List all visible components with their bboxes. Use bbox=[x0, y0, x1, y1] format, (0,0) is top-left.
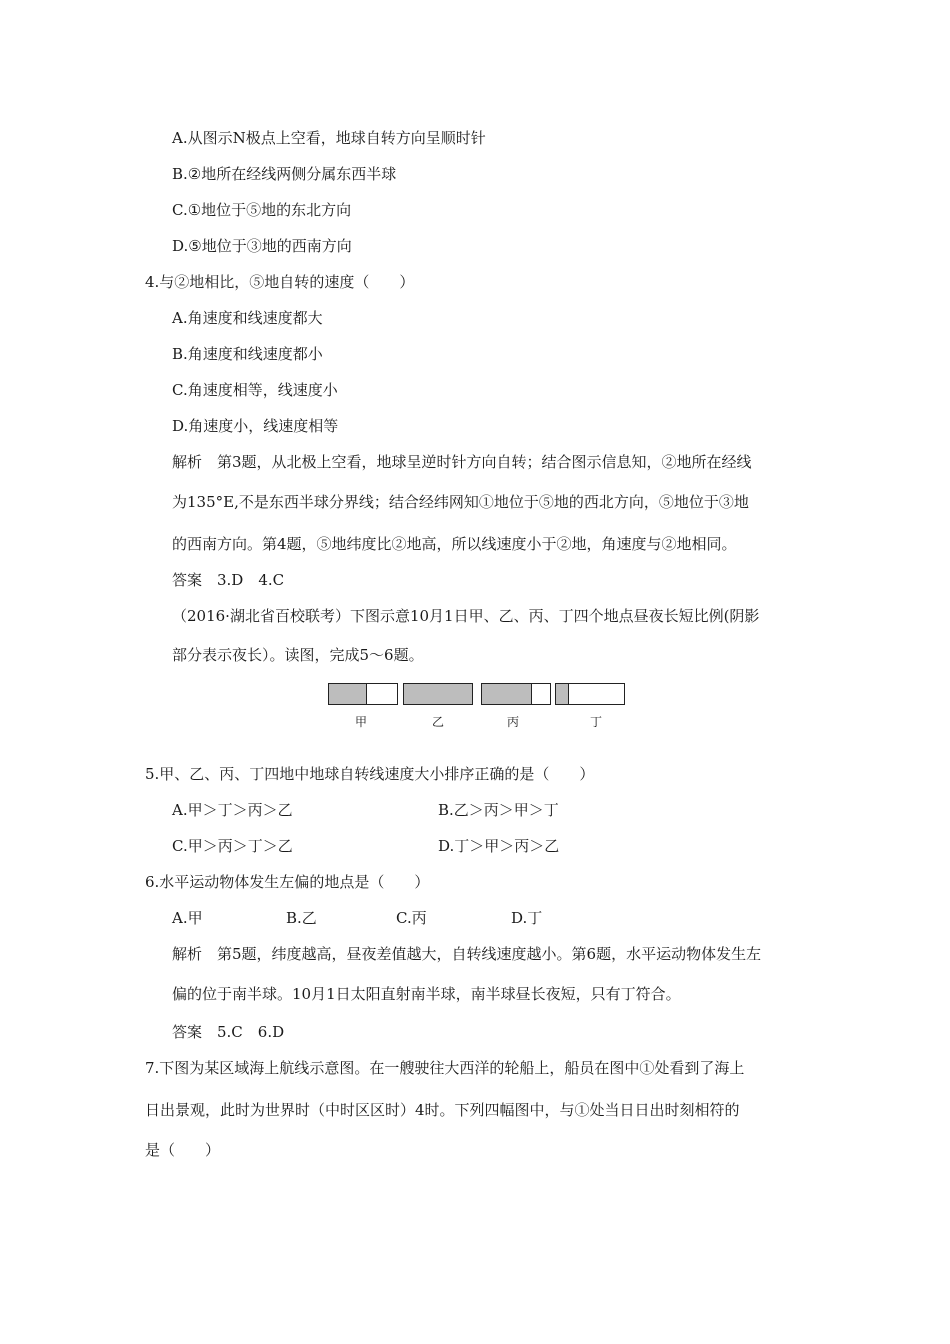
intro-line: 部分表示夜长）。读图，完成5～6题。 bbox=[172, 646, 424, 664]
night-fill bbox=[482, 684, 532, 704]
q4-option-c: C.角速度相等，线速度小 bbox=[172, 381, 338, 399]
night-fill bbox=[329, 684, 367, 704]
day-night-ratio-diagram bbox=[328, 683, 628, 733]
bar-ding bbox=[555, 683, 625, 705]
bar-label-bing: 丙 bbox=[507, 715, 520, 729]
analysis-line: 的西南方向。第4题，⑤地纬度比②地高，所以线速度小于②地，角速度与②地相同。 bbox=[172, 535, 737, 553]
night-fill bbox=[404, 684, 472, 704]
q3-option-a: A.从图示N极点上空看，地球自转方向呈顺时针 bbox=[172, 129, 486, 147]
q6-option-d: D.丁 bbox=[511, 909, 543, 927]
q5-option-d: D.丁＞甲＞丙＞乙 bbox=[438, 837, 560, 855]
q6-option-c: C.丙 bbox=[396, 909, 427, 927]
q7-line: 7.下图为某区域海上航线示意图。在一艘驶往大西洋的轮船上，船员在图中①处看到了海上 bbox=[145, 1059, 745, 1077]
bar-bing bbox=[481, 683, 551, 705]
bar-label-yi: 乙 bbox=[432, 715, 445, 729]
q4-option-b: B.角速度和线速度都小 bbox=[172, 345, 323, 363]
q3-option-b: B.②地所在经线两侧分属东西半球 bbox=[172, 165, 397, 183]
analysis-line: 为135°E,不是东西半球分界线；结合经纬网知①地位于⑤地的西北方向，⑤地位于③地 bbox=[172, 493, 749, 511]
q6-option-a: A.甲 bbox=[172, 909, 203, 927]
answer: 答案 3.D 4.C bbox=[172, 571, 285, 589]
bar-label-ding: 丁 bbox=[590, 715, 603, 729]
bar-yi bbox=[403, 683, 473, 705]
answer: 答案 5.C 6.D bbox=[172, 1023, 285, 1041]
intro-line: （2016·湖北省百校联考）下图示意10月1日甲、乙、丙、丁四个地点昼夜长短比例(阴影 bbox=[172, 607, 760, 625]
analysis-line: 偏的位于南半球。10月1日太阳直射南半球，南半球昼长夜短，只有丁符合。 bbox=[172, 985, 681, 1003]
analysis-line: 解析 第5题，纬度越高，昼夜差值越大，自转线速度越小。第6题，水平运动物体发生左 bbox=[172, 945, 762, 963]
q5-option-c: C.甲＞丙＞丁＞乙 bbox=[172, 837, 293, 855]
q3-option-c: C.①地位于⑤地的东北方向 bbox=[172, 201, 352, 219]
q7-line: 是（ ） bbox=[145, 1141, 221, 1159]
q6-option-b: B.乙 bbox=[286, 909, 317, 927]
q4-stem: 4.与②地相比，⑤地自转的速度（ ） bbox=[145, 273, 415, 291]
q5-option-a: A.甲＞丁＞丙＞乙 bbox=[172, 801, 293, 819]
q7-line: 日出景观，此时为世界时（中时区区时）4时。下列四幅图中，与①处当日日出时刻相符的 bbox=[145, 1101, 740, 1119]
q5-stem: 5.甲、乙、丙、丁四地中地球自转线速度大小排序正确的是（ ） bbox=[145, 765, 595, 783]
q5-option-b: B.乙＞丙＞甲＞丁 bbox=[438, 801, 559, 819]
q4-option-d: D.角速度小，线速度相等 bbox=[172, 417, 339, 435]
night-fill bbox=[556, 684, 569, 704]
q3-option-d: D.⑤地位于③地的西南方向 bbox=[172, 237, 352, 255]
q6-stem: 6.水平运动物体发生左偏的地点是（ ） bbox=[145, 873, 430, 891]
analysis-line: 解析 第3题，从北极上空看，地球呈逆时针方向自转；结合图示信息知，②地所在经线 bbox=[172, 453, 752, 471]
bar-jia bbox=[328, 683, 398, 705]
q4-option-a: A.角速度和线速度都大 bbox=[172, 309, 323, 327]
bar-label-jia: 甲 bbox=[355, 715, 368, 729]
